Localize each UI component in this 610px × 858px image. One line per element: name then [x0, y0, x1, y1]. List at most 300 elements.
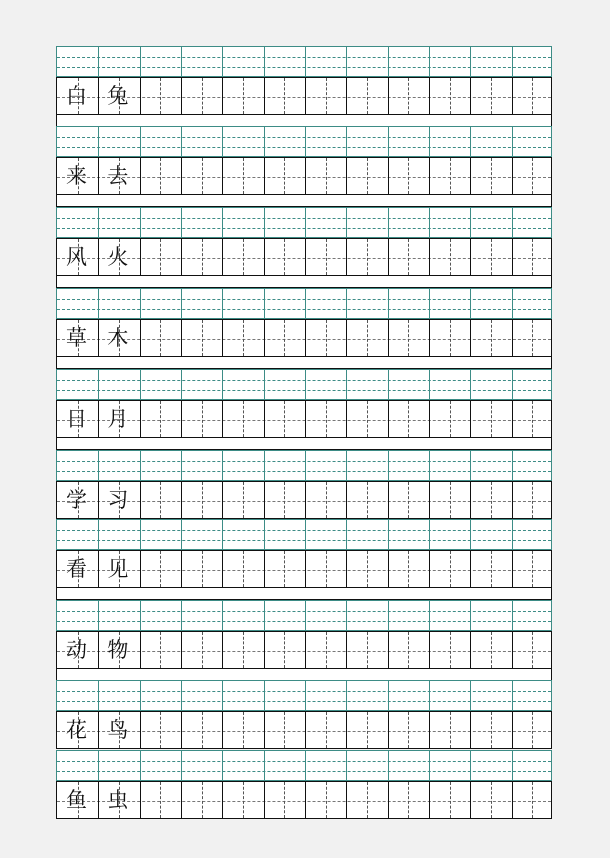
hanzi-cell-divider — [470, 782, 471, 818]
hanzi-cell-divider — [429, 712, 430, 748]
hanzi-cell-divider — [222, 78, 223, 114]
hanzi-cell-guide — [408, 320, 409, 356]
pinyin-band — [56, 519, 552, 550]
hanzi-cell-guide — [160, 632, 161, 668]
hanzi-cell-divider — [388, 239, 389, 275]
hanzi-cell-divider — [264, 782, 265, 818]
pinyin-cell-divider — [222, 127, 223, 156]
hanzi-cell-guide — [160, 320, 161, 356]
pinyin-cell-divider — [222, 751, 223, 780]
hanzi-cell-guide — [367, 158, 368, 194]
hanzi-cell-divider — [305, 551, 306, 587]
model-character: 月 — [107, 407, 129, 431]
hanzi-cell-guide — [202, 158, 203, 194]
pinyin-cell-divider — [512, 370, 513, 399]
hanzi-cell-divider — [346, 239, 347, 275]
row-spacer — [56, 588, 552, 600]
hanzi-cell-divider — [470, 401, 471, 437]
hanzi-cell-divider — [429, 78, 430, 114]
hanzi-cell-divider — [388, 551, 389, 587]
hanzi-cell-guide — [532, 632, 533, 668]
pinyin-cell-divider — [512, 208, 513, 237]
pinyin-cell-divider — [470, 601, 471, 630]
hanzi-cell-divider — [470, 482, 471, 518]
hanzi-cell-guide — [284, 551, 285, 587]
hanzi-cell-guide — [408, 239, 409, 275]
pinyin-guide-line — [57, 611, 551, 612]
hanzi-cell-divider — [181, 712, 182, 748]
hanzi-cell-divider — [140, 551, 141, 587]
hanzi-cell-divider — [512, 632, 513, 668]
hanzi-cell-divider — [346, 632, 347, 668]
hanzi-cell-divider — [429, 551, 430, 587]
pinyin-cell-divider — [512, 681, 513, 710]
row-spacer — [56, 195, 552, 207]
pinyin-cell-divider — [388, 751, 389, 780]
hanzi-cell-divider — [346, 551, 347, 587]
hanzi-cell-guide — [243, 551, 244, 587]
hanzi-cell-divider — [181, 482, 182, 518]
hanzi-cell-divider — [264, 551, 265, 587]
hanzi-cell-divider — [305, 239, 306, 275]
hanzi-cell-guide — [450, 482, 451, 518]
pinyin-guide-line — [57, 621, 551, 622]
pinyin-cell-divider — [470, 451, 471, 480]
pinyin-cell-divider — [181, 681, 182, 710]
model-character: 草 — [66, 326, 87, 350]
pinyin-cell-divider — [388, 370, 389, 399]
pinyin-cell-divider — [140, 289, 141, 318]
hanzi-cell-guide — [160, 482, 161, 518]
pinyin-cell-divider — [388, 681, 389, 710]
row-spacer — [56, 357, 552, 369]
hanzi-cell-guide — [243, 401, 244, 437]
pinyin-cell-divider — [512, 601, 513, 630]
hanzi-cell-divider — [512, 401, 513, 437]
pinyin-cell-divider — [305, 208, 306, 237]
pinyin-guide-line — [57, 530, 551, 531]
pinyin-cell-divider — [140, 451, 141, 480]
hanzi-cell-divider — [222, 632, 223, 668]
hanzi-cell-guide — [160, 78, 161, 114]
hanzi-cell-guide — [326, 782, 327, 818]
hanzi-cell-divider — [305, 401, 306, 437]
model-character: 去 — [107, 164, 129, 188]
hanzi-cell-divider — [512, 239, 513, 275]
pinyin-cell-divider — [98, 47, 99, 76]
hanzi-cell-guide — [284, 320, 285, 356]
row-spacer — [56, 276, 552, 288]
model-character: 动 — [66, 638, 87, 662]
pinyin-guide-line — [57, 771, 551, 772]
hanzi-cell-guide — [326, 712, 327, 748]
hanzi-cell-divider — [470, 78, 471, 114]
pinyin-band — [56, 369, 552, 400]
hanzi-cell-guide — [367, 320, 368, 356]
hanzi-cell-guide — [284, 482, 285, 518]
hanzi-cell-divider — [264, 320, 265, 356]
hanzi-cell-divider — [305, 158, 306, 194]
pinyin-band — [56, 600, 552, 631]
model-character: 虫 — [107, 788, 129, 812]
hanzi-cell-guide — [243, 320, 244, 356]
pinyin-cell-divider — [264, 289, 265, 318]
hanzi-cell-divider — [470, 158, 471, 194]
pinyin-guide-line — [57, 701, 551, 702]
hanzi-cell-divider — [346, 782, 347, 818]
hanzi-cell-divider — [222, 782, 223, 818]
pinyin-cell-divider — [264, 208, 265, 237]
pinyin-cell-divider — [98, 208, 99, 237]
model-character: 风 — [66, 245, 87, 269]
hanzi-cell-divider — [512, 78, 513, 114]
hanzi-cell-divider — [388, 712, 389, 748]
hanzi-cell-guide — [491, 482, 492, 518]
pinyin-cell-divider — [264, 751, 265, 780]
hanzi-cell-guide — [284, 239, 285, 275]
hanzi-cell-guide — [532, 320, 533, 356]
hanzi-cell-guide — [367, 78, 368, 114]
hanzi-cell-divider — [429, 320, 430, 356]
pinyin-cell-divider — [470, 289, 471, 318]
hanzi-cell-guide — [326, 632, 327, 668]
hanzi-cell-divider — [222, 551, 223, 587]
hanzi-cell-guide — [491, 401, 492, 437]
hanzi-cell-divider — [264, 158, 265, 194]
hanzi-cell-guide — [367, 482, 368, 518]
model-character: 来 — [66, 164, 87, 188]
pinyin-cell-divider — [388, 451, 389, 480]
hanzi-cell-guide — [202, 632, 203, 668]
hanzi-cell-divider — [140, 320, 141, 356]
hanzi-cell-divider — [388, 782, 389, 818]
pinyin-cell-divider — [429, 601, 430, 630]
pinyin-guide-line — [57, 380, 551, 381]
pinyin-cell-divider — [305, 601, 306, 630]
hanzi-cell-divider — [305, 482, 306, 518]
pinyin-cell-divider — [181, 47, 182, 76]
hanzi-cell-guide — [367, 632, 368, 668]
pinyin-cell-divider — [346, 520, 347, 549]
hanzi-cell-divider — [388, 158, 389, 194]
pinyin-guide-line — [57, 218, 551, 219]
pinyin-band — [56, 288, 552, 319]
hanzi-cell-guide — [202, 239, 203, 275]
pinyin-cell-divider — [346, 451, 347, 480]
hanzi-cell-guide — [532, 158, 533, 194]
hanzi-cell-guide — [243, 782, 244, 818]
hanzi-cell-guide — [284, 712, 285, 748]
pinyin-cell-divider — [181, 751, 182, 780]
pinyin-guide-line — [57, 691, 551, 692]
pinyin-band — [56, 680, 552, 711]
pinyin-band — [56, 450, 552, 481]
hanzi-cell-divider — [346, 401, 347, 437]
pinyin-guide-line — [57, 309, 551, 310]
pinyin-cell-divider — [346, 289, 347, 318]
pinyin-cell-divider — [98, 681, 99, 710]
hanzi-cell-divider — [140, 782, 141, 818]
hanzi-cell-divider — [222, 320, 223, 356]
pinyin-cell-divider — [429, 370, 430, 399]
pinyin-cell-divider — [264, 520, 265, 549]
pinyin-cell-divider — [470, 520, 471, 549]
hanzi-cell-guide — [408, 78, 409, 114]
hanzi-cell-divider — [388, 401, 389, 437]
hanzi-cell-divider — [305, 78, 306, 114]
pinyin-cell-divider — [429, 289, 430, 318]
hanzi-cell-guide — [160, 158, 161, 194]
hanzi-cell-guide — [450, 712, 451, 748]
hanzi-cell-guide — [408, 712, 409, 748]
hanzi-cell-guide — [450, 78, 451, 114]
pinyin-cell-divider — [429, 451, 430, 480]
model-character: 火 — [107, 245, 129, 269]
pinyin-cell-divider — [512, 751, 513, 780]
pinyin-band — [56, 207, 552, 238]
pinyin-cell-divider — [388, 127, 389, 156]
hanzi-cell-guide — [326, 401, 327, 437]
pinyin-cell-divider — [470, 681, 471, 710]
pinyin-cell-divider — [346, 208, 347, 237]
pinyin-cell-divider — [346, 370, 347, 399]
hanzi-cell-guide — [532, 239, 533, 275]
hanzi-cell-divider — [181, 239, 182, 275]
hanzi-cell-guide — [491, 320, 492, 356]
pinyin-cell-divider — [470, 127, 471, 156]
hanzi-cell-divider — [181, 158, 182, 194]
pinyin-cell-divider — [98, 751, 99, 780]
pinyin-cell-divider — [222, 289, 223, 318]
pinyin-guide-line — [57, 540, 551, 541]
hanzi-cell-divider — [346, 712, 347, 748]
pinyin-cell-divider — [181, 451, 182, 480]
hanzi-cell-guide — [408, 401, 409, 437]
pinyin-cell-divider — [140, 520, 141, 549]
pinyin-band — [56, 750, 552, 781]
hanzi-cell-guide — [243, 632, 244, 668]
pinyin-cell-divider — [222, 681, 223, 710]
pinyin-cell-divider — [429, 47, 430, 76]
hanzi-cell-divider — [346, 482, 347, 518]
hanzi-cell-guide — [367, 551, 368, 587]
hanzi-cell-guide — [367, 782, 368, 818]
hanzi-cell-divider — [470, 712, 471, 748]
hanzi-cell-guide — [450, 320, 451, 356]
pinyin-cell-divider — [346, 751, 347, 780]
hanzi-cell-divider — [222, 712, 223, 748]
hanzi-cell-divider — [388, 632, 389, 668]
hanzi-cell-divider — [346, 78, 347, 114]
pinyin-cell-divider — [181, 127, 182, 156]
pinyin-cell-divider — [305, 47, 306, 76]
hanzi-cell-divider — [305, 782, 306, 818]
model-character: 学 — [66, 488, 87, 512]
hanzi-cell-guide — [160, 239, 161, 275]
pinyin-cell-divider — [264, 127, 265, 156]
pinyin-cell-divider — [388, 47, 389, 76]
pinyin-cell-divider — [98, 370, 99, 399]
pinyin-cell-divider — [181, 289, 182, 318]
hanzi-cell-divider — [140, 158, 141, 194]
hanzi-cell-guide — [450, 632, 451, 668]
hanzi-cell-divider — [512, 782, 513, 818]
hanzi-cell-guide — [284, 632, 285, 668]
pinyin-guide-line — [57, 228, 551, 229]
hanzi-cell-divider — [388, 320, 389, 356]
pinyin-cell-divider — [98, 451, 99, 480]
hanzi-cell-divider — [264, 78, 265, 114]
pinyin-guide-line — [57, 57, 551, 58]
model-character: 见 — [107, 557, 129, 581]
pinyin-cell-divider — [181, 208, 182, 237]
hanzi-cell-divider — [429, 401, 430, 437]
hanzi-cell-guide — [491, 158, 492, 194]
pinyin-guide-line — [57, 299, 551, 300]
hanzi-cell-divider — [181, 632, 182, 668]
hanzi-cell-guide — [326, 158, 327, 194]
hanzi-cell-divider — [222, 239, 223, 275]
hanzi-cell-guide — [367, 712, 368, 748]
pinyin-cell-divider — [429, 681, 430, 710]
pinyin-cell-divider — [181, 370, 182, 399]
pinyin-cell-divider — [98, 520, 99, 549]
hanzi-cell-guide — [450, 158, 451, 194]
pinyin-cell-divider — [181, 601, 182, 630]
hanzi-cell-guide — [491, 632, 492, 668]
pinyin-cell-divider — [470, 47, 471, 76]
hanzi-cell-guide — [326, 551, 327, 587]
hanzi-cell-divider — [140, 401, 141, 437]
pinyin-cell-divider — [470, 208, 471, 237]
pinyin-guide-line — [57, 137, 551, 138]
pinyin-cell-divider — [181, 520, 182, 549]
hanzi-cell-divider — [346, 158, 347, 194]
hanzi-cell-guide — [202, 78, 203, 114]
model-character: 兔 — [107, 84, 129, 108]
hanzi-cell-guide — [532, 782, 533, 818]
hanzi-cell-guide — [243, 239, 244, 275]
pinyin-band — [56, 126, 552, 157]
hanzi-cell-divider — [140, 239, 141, 275]
pinyin-cell-divider — [140, 47, 141, 76]
hanzi-cell-guide — [367, 401, 368, 437]
pinyin-cell-divider — [140, 601, 141, 630]
pinyin-cell-divider — [346, 601, 347, 630]
model-character: 花 — [66, 718, 87, 742]
hanzi-cell-divider — [429, 482, 430, 518]
hanzi-cell-guide — [532, 401, 533, 437]
pinyin-cell-divider — [305, 681, 306, 710]
hanzi-cell-guide — [450, 401, 451, 437]
hanzi-cell-guide — [326, 78, 327, 114]
hanzi-cell-divider — [264, 632, 265, 668]
hanzi-cell-divider — [264, 239, 265, 275]
pinyin-cell-divider — [222, 451, 223, 480]
hanzi-cell-divider — [388, 482, 389, 518]
hanzi-cell-guide — [202, 320, 203, 356]
hanzi-cell-guide — [202, 712, 203, 748]
hanzi-cell-divider — [305, 320, 306, 356]
hanzi-cell-guide — [491, 782, 492, 818]
hanzi-cell-guide — [450, 239, 451, 275]
pinyin-cell-divider — [264, 681, 265, 710]
hanzi-cell-divider — [140, 632, 141, 668]
pinyin-cell-divider — [222, 520, 223, 549]
pinyin-cell-divider — [305, 370, 306, 399]
hanzi-cell-divider — [470, 239, 471, 275]
model-character: 鱼 — [66, 788, 87, 812]
hanzi-cell-guide — [491, 239, 492, 275]
pinyin-cell-divider — [470, 370, 471, 399]
hanzi-cell-guide — [243, 78, 244, 114]
pinyin-cell-divider — [346, 47, 347, 76]
pinyin-cell-divider — [429, 208, 430, 237]
hanzi-cell-divider — [264, 482, 265, 518]
pinyin-cell-divider — [98, 289, 99, 318]
hanzi-cell-guide — [160, 551, 161, 587]
hanzi-cell-guide — [160, 712, 161, 748]
hanzi-cell-guide — [243, 712, 244, 748]
model-character: 鸟 — [107, 718, 129, 742]
hanzi-cell-guide — [450, 782, 451, 818]
hanzi-cell-divider — [181, 320, 182, 356]
hanzi-cell-guide — [202, 482, 203, 518]
hanzi-cell-guide — [326, 239, 327, 275]
hanzi-cell-divider — [305, 632, 306, 668]
hanzi-cell-guide — [326, 320, 327, 356]
hanzi-cell-guide — [532, 482, 533, 518]
hanzi-cell-guide — [160, 401, 161, 437]
hanzi-cell-guide — [532, 78, 533, 114]
pinyin-cell-divider — [264, 451, 265, 480]
hanzi-cell-divider — [429, 158, 430, 194]
hanzi-cell-divider — [470, 632, 471, 668]
pinyin-cell-divider — [305, 127, 306, 156]
model-character: 木 — [107, 326, 129, 350]
hanzi-cell-guide — [408, 158, 409, 194]
hanzi-cell-guide — [450, 551, 451, 587]
hanzi-cell-divider — [388, 78, 389, 114]
pinyin-cell-divider — [222, 601, 223, 630]
hanzi-cell-guide — [491, 551, 492, 587]
hanzi-cell-guide — [532, 551, 533, 587]
pinyin-cell-divider — [305, 751, 306, 780]
hanzi-cell-divider — [140, 712, 141, 748]
pinyin-cell-divider — [470, 751, 471, 780]
hanzi-cell-divider — [181, 551, 182, 587]
pinyin-cell-divider — [346, 681, 347, 710]
pinyin-cell-divider — [388, 601, 389, 630]
model-character: 白 — [66, 84, 87, 108]
pinyin-guide-line — [57, 67, 551, 68]
hanzi-cell-guide — [243, 158, 244, 194]
pinyin-cell-divider — [512, 289, 513, 318]
pinyin-cell-divider — [264, 370, 265, 399]
hanzi-cell-divider — [140, 78, 141, 114]
hanzi-cell-divider — [512, 482, 513, 518]
pinyin-cell-divider — [305, 451, 306, 480]
model-character: 习 — [107, 488, 129, 512]
hanzi-cell-guide — [491, 712, 492, 748]
pinyin-cell-divider — [222, 370, 223, 399]
pinyin-cell-divider — [140, 370, 141, 399]
pinyin-cell-divider — [388, 520, 389, 549]
pinyin-cell-divider — [140, 751, 141, 780]
hanzi-cell-divider — [181, 78, 182, 114]
pinyin-cell-divider — [429, 127, 430, 156]
pinyin-cell-divider — [140, 681, 141, 710]
